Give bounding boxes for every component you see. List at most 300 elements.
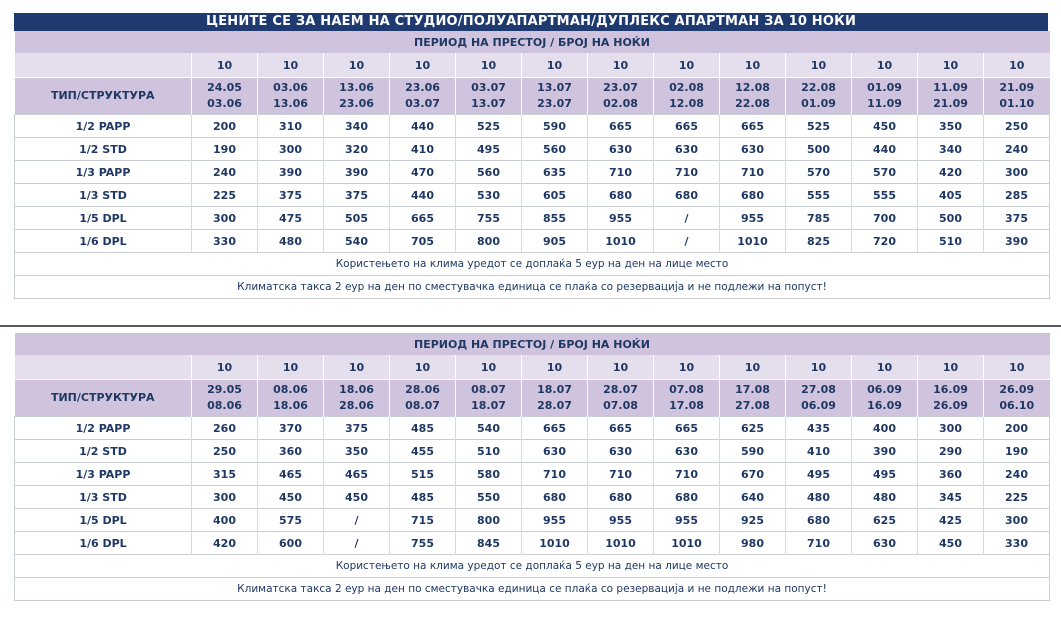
period-to: 01.10 — [999, 97, 1035, 110]
period-from: 03.06 — [273, 81, 308, 94]
price-cell: 665 — [588, 417, 654, 440]
price-cell: 925 — [720, 509, 786, 532]
price-cell: 390 — [258, 161, 324, 184]
period-dates-cell — [720, 78, 786, 115]
period-from: 23.07 — [603, 81, 638, 94]
table-row — [15, 463, 1050, 486]
price-cell: 410 — [786, 440, 852, 463]
price-cell: 560 — [456, 161, 522, 184]
period-from: 18.07 — [537, 383, 572, 396]
period-dates-cell — [324, 78, 390, 115]
nights-label-cell — [15, 53, 192, 78]
table-row — [15, 440, 1050, 463]
table-row — [15, 532, 1050, 555]
period-to: 07.08 — [603, 399, 638, 412]
price-cell: 510 — [918, 230, 984, 253]
period-dates-cell — [588, 78, 654, 115]
period-to: 23.06 — [339, 97, 374, 110]
price-cell: 525 — [786, 115, 852, 138]
period-dates-cell — [324, 380, 390, 417]
type-structure-header: ТИП/СТРУКТУРА — [15, 78, 192, 115]
period-from: 06.09 — [867, 383, 902, 396]
room-type-cell: 1/2 PAPP — [15, 417, 192, 440]
room-type-cell: 1/2 STD — [15, 440, 192, 463]
nights-cell: 10 — [324, 355, 390, 380]
price-cell: 630 — [588, 138, 654, 161]
period-from: 28.06 — [405, 383, 440, 396]
price-cell: 450 — [258, 486, 324, 509]
price-cell: 310 — [258, 115, 324, 138]
period-from: 11.09 — [933, 81, 968, 94]
period-to: 13.07 — [471, 97, 506, 110]
nights-cell: 10 — [786, 355, 852, 380]
nights-row — [15, 355, 1050, 380]
period-dates-cell — [390, 78, 456, 115]
price-cell: 440 — [390, 184, 456, 207]
price-cell: 1010 — [720, 230, 786, 253]
price-cell: 625 — [852, 509, 918, 532]
price-cell: 510 — [456, 440, 522, 463]
period-to: 21.09 — [933, 97, 968, 110]
price-cell: 700 — [852, 207, 918, 230]
page-title: ЦЕНИТЕ СЕ ЗА НАЕМ НА СТУДИО/ПОЛУАПАРТМАН/ДУПЛЕКС АПАРТМАН ЗА 10 НОЌИ — [14, 13, 1048, 31]
nights-cell: 10 — [258, 53, 324, 78]
price-cell: 560 — [522, 138, 588, 161]
nights-label-cell — [15, 355, 192, 380]
nights-cell: 10 — [654, 53, 720, 78]
price-cell: 665 — [654, 115, 720, 138]
nights-cell: 10 — [456, 355, 522, 380]
price-cell: 755 — [456, 207, 522, 230]
price-cell: 755 — [390, 532, 456, 555]
price-cell: 465 — [258, 463, 324, 486]
note-text: Климатска такса 2 еур на ден по сместувачка единица се плаќа со резервација и не подлежи на попуст! — [15, 276, 1050, 299]
price-cell: 550 — [456, 486, 522, 509]
price-cell: 665 — [720, 115, 786, 138]
price-cell: 485 — [390, 486, 456, 509]
nights-cell: 10 — [918, 355, 984, 380]
table-row — [15, 138, 1050, 161]
nights-cell: 10 — [852, 53, 918, 78]
price-cell: 525 — [456, 115, 522, 138]
period-from: 22.08 — [801, 81, 836, 94]
price-cell: 825 — [786, 230, 852, 253]
price-cell: 800 — [456, 230, 522, 253]
note-row — [15, 555, 1050, 578]
price-cell: 440 — [852, 138, 918, 161]
price-cell: 705 — [390, 230, 456, 253]
period-to: 27.08 — [735, 399, 770, 412]
price-cell: 455 — [390, 440, 456, 463]
period-to: 26.09 — [933, 399, 968, 412]
period-from: 13.06 — [339, 81, 374, 94]
period-from: 18.06 — [339, 383, 374, 396]
price-cell: 440 — [390, 115, 456, 138]
price-cell: 555 — [852, 184, 918, 207]
price-cell: 710 — [654, 463, 720, 486]
period-to: 06.10 — [999, 399, 1035, 412]
period-to: 12.08 — [669, 97, 704, 110]
table-row — [15, 184, 1050, 207]
price-cell: 500 — [786, 138, 852, 161]
nights-cell: 10 — [786, 53, 852, 78]
nights-cell: 10 — [588, 355, 654, 380]
price-cell: 955 — [654, 509, 720, 532]
price-cell: 480 — [258, 230, 324, 253]
price-cell: 240 — [192, 161, 258, 184]
price-cell: 390 — [852, 440, 918, 463]
price-table-2 — [14, 333, 1050, 601]
price-cell: 630 — [852, 532, 918, 555]
period-to: 13.06 — [273, 97, 308, 110]
price-cell: 330 — [984, 532, 1050, 555]
period-to: 18.06 — [273, 399, 308, 412]
table-row — [15, 417, 1050, 440]
price-cell: 330 — [192, 230, 258, 253]
price-cell: 375 — [324, 184, 390, 207]
note-text: Климатска такса 2 еур на ден по сместувачка единица се плаќа со резервација и не подлежи на попуст! — [15, 578, 1050, 601]
price-cell: 340 — [324, 115, 390, 138]
price-cell: 570 — [786, 161, 852, 184]
price-cell: 250 — [192, 440, 258, 463]
room-type-cell: 1/5 DPL — [15, 207, 192, 230]
price-cell: 710 — [588, 463, 654, 486]
period-from: 08.07 — [471, 383, 506, 396]
price-cell: 505 — [324, 207, 390, 230]
price-cell: 980 — [720, 532, 786, 555]
period-from: 16.09 — [933, 383, 968, 396]
price-cell: 450 — [852, 115, 918, 138]
table-row — [15, 486, 1050, 509]
price-cell: 955 — [720, 207, 786, 230]
period-dates-cell — [192, 78, 258, 115]
period-from: 26.09 — [999, 383, 1035, 396]
price-cell: 400 — [192, 509, 258, 532]
price-cell: 710 — [654, 161, 720, 184]
period-to: 06.09 — [801, 399, 836, 412]
price-cell: 955 — [588, 509, 654, 532]
price-cell: 680 — [786, 509, 852, 532]
nights-cell: 10 — [720, 355, 786, 380]
period-dates-cell — [654, 78, 720, 115]
period-dates-cell — [918, 78, 984, 115]
price-cell: 540 — [456, 417, 522, 440]
room-type-cell: 1/3 STD — [15, 184, 192, 207]
price-cell: 665 — [654, 417, 720, 440]
period-to: 02.08 — [603, 97, 638, 110]
period-dates-cell — [984, 380, 1050, 417]
price-cell: 715 — [390, 509, 456, 532]
price-cell: 540 — [324, 230, 390, 253]
price-cell: 370 — [258, 417, 324, 440]
price-cell: 600 — [258, 532, 324, 555]
price-cell: 485 — [390, 417, 456, 440]
price-cell: 680 — [654, 184, 720, 207]
price-cell: 670 — [720, 463, 786, 486]
price-cell: 340 — [918, 138, 984, 161]
price-cell: / — [324, 532, 390, 555]
price-cell: 955 — [588, 207, 654, 230]
period-dates-cell — [984, 78, 1050, 115]
table-row — [15, 161, 1050, 184]
price-cell: 300 — [984, 161, 1050, 184]
period-header-row — [15, 31, 1050, 53]
price-cell: 495 — [456, 138, 522, 161]
period-dates-cell — [456, 78, 522, 115]
note-text: Користењето на клима уредот се доплаќа 5 еур на ден на лице место — [15, 555, 1050, 578]
nights-cell: 10 — [456, 53, 522, 78]
period-dates-cell — [852, 78, 918, 115]
price-cell: 680 — [588, 486, 654, 509]
price-cell: 300 — [258, 138, 324, 161]
price-cell: 905 — [522, 230, 588, 253]
period-header-row — [15, 333, 1050, 355]
price-cell: 240 — [984, 138, 1050, 161]
price-cell: 315 — [192, 463, 258, 486]
period-from: 17.08 — [735, 383, 770, 396]
price-cell: 225 — [984, 486, 1050, 509]
period-from: 28.07 — [603, 383, 638, 396]
period-header: ПЕРИОД НА ПРЕСТОЈ / БРОЈ НА НОЌИ — [15, 31, 1050, 53]
period-dates-cell — [654, 380, 720, 417]
section-divider — [0, 325, 1061, 327]
price-cell: 320 — [324, 138, 390, 161]
period-to: 23.07 — [537, 97, 572, 110]
price-cell: 420 — [918, 161, 984, 184]
period-from: 03.07 — [471, 81, 506, 94]
period-from: 23.06 — [405, 81, 440, 94]
price-cell: 710 — [522, 463, 588, 486]
price-cell: 190 — [192, 138, 258, 161]
price-cell: 300 — [192, 207, 258, 230]
table-row — [15, 207, 1050, 230]
price-cell: 590 — [522, 115, 588, 138]
nights-cell: 10 — [852, 355, 918, 380]
price-cell: 515 — [390, 463, 456, 486]
price-cell: 800 — [456, 509, 522, 532]
period-to: 28.07 — [537, 399, 572, 412]
price-cell: 390 — [984, 230, 1050, 253]
price-cell: 435 — [786, 417, 852, 440]
nights-cell: 10 — [192, 53, 258, 78]
price-cell: 680 — [720, 184, 786, 207]
price-cell: 710 — [720, 161, 786, 184]
price-cell: 225 — [192, 184, 258, 207]
price-cell: 845 — [456, 532, 522, 555]
period-to: 17.08 — [669, 399, 704, 412]
period-from: 13.07 — [537, 81, 572, 94]
period-dates-cell — [918, 380, 984, 417]
price-cell: 530 — [456, 184, 522, 207]
price-cell: 300 — [984, 509, 1050, 532]
note-row — [15, 276, 1050, 299]
price-cell: 450 — [324, 486, 390, 509]
price-cell: 300 — [918, 417, 984, 440]
table-row — [15, 509, 1050, 532]
nights-cell: 10 — [390, 355, 456, 380]
price-cell: 390 — [324, 161, 390, 184]
price-cell: 575 — [258, 509, 324, 532]
price-cell: 665 — [390, 207, 456, 230]
price-cell: 590 — [720, 440, 786, 463]
period-dates-cell — [786, 78, 852, 115]
period-from: 01.09 — [867, 81, 902, 94]
nights-cell: 10 — [390, 53, 456, 78]
room-type-cell: 1/6 DPL — [15, 532, 192, 555]
period-header: ПЕРИОД НА ПРЕСТОЈ / БРОЈ НА НОЌИ — [15, 333, 1050, 355]
period-to: 11.09 — [867, 97, 902, 110]
price-cell: 200 — [984, 417, 1050, 440]
price-cell: 405 — [918, 184, 984, 207]
period-dates-row — [15, 380, 1050, 417]
room-type-cell: 1/3 PAPP — [15, 161, 192, 184]
period-dates-cell — [852, 380, 918, 417]
price-cell: 375 — [984, 207, 1050, 230]
table-row — [15, 230, 1050, 253]
price-cell: 580 — [456, 463, 522, 486]
price-cell: 450 — [918, 532, 984, 555]
period-dates-cell — [390, 380, 456, 417]
price-cell: 200 — [192, 115, 258, 138]
period-to: 03.07 — [405, 97, 440, 110]
price-cell: 625 — [720, 417, 786, 440]
price-cell: 855 — [522, 207, 588, 230]
period-to: 08.06 — [207, 399, 242, 412]
nights-cell: 10 — [720, 53, 786, 78]
nights-cell: 10 — [918, 53, 984, 78]
price-cell: 720 — [852, 230, 918, 253]
price-cell: 710 — [588, 161, 654, 184]
price-cell: 630 — [720, 138, 786, 161]
period-to: 03.06 — [207, 97, 242, 110]
note-row — [15, 578, 1050, 601]
nights-cell: 10 — [984, 355, 1050, 380]
price-cell: 710 — [786, 532, 852, 555]
period-from: 02.08 — [669, 81, 704, 94]
period-dates-cell — [192, 380, 258, 417]
room-type-cell: 1/6 DPL — [15, 230, 192, 253]
room-type-cell: 1/2 PAPP — [15, 115, 192, 138]
price-cell: 555 — [786, 184, 852, 207]
period-dates-cell — [258, 78, 324, 115]
price-cell: 465 — [324, 463, 390, 486]
price-cell: 375 — [324, 417, 390, 440]
price-cell: 300 — [192, 486, 258, 509]
nights-cell: 10 — [984, 53, 1050, 78]
table-row — [15, 115, 1050, 138]
price-table-1 — [14, 31, 1050, 299]
nights-cell: 10 — [522, 53, 588, 78]
price-cell: 1010 — [654, 532, 720, 555]
period-to: 22.08 — [735, 97, 770, 110]
price-cell: 240 — [984, 463, 1050, 486]
price-cell: 350 — [918, 115, 984, 138]
price-cell: 480 — [786, 486, 852, 509]
period-dates-cell — [522, 78, 588, 115]
price-cell: 495 — [786, 463, 852, 486]
price-cell: 635 — [522, 161, 588, 184]
price-cell: 665 — [522, 417, 588, 440]
price-cell: 495 — [852, 463, 918, 486]
price-cell: 570 — [852, 161, 918, 184]
price-cell: 375 — [258, 184, 324, 207]
price-cell: 360 — [918, 463, 984, 486]
price-cell: 400 — [852, 417, 918, 440]
nights-row — [15, 53, 1050, 78]
price-cell: 360 — [258, 440, 324, 463]
price-cell: 630 — [654, 138, 720, 161]
period-to: 28.06 — [339, 399, 374, 412]
price-cell: 410 — [390, 138, 456, 161]
nights-cell: 10 — [654, 355, 720, 380]
price-cell: / — [324, 509, 390, 532]
price-cell: 345 — [918, 486, 984, 509]
period-dates-row — [15, 78, 1050, 115]
price-cell: / — [654, 230, 720, 253]
price-cell: 290 — [918, 440, 984, 463]
note-row — [15, 253, 1050, 276]
period-from: 07.08 — [669, 383, 704, 396]
nights-cell: 10 — [522, 355, 588, 380]
room-type-cell: 1/5 DPL — [15, 509, 192, 532]
period-dates-cell — [720, 380, 786, 417]
price-cell: 260 — [192, 417, 258, 440]
price-cell: 680 — [522, 486, 588, 509]
price-cell: 470 — [390, 161, 456, 184]
period-dates-cell — [786, 380, 852, 417]
price-cell: 630 — [654, 440, 720, 463]
period-dates-cell — [588, 380, 654, 417]
nights-cell: 10 — [192, 355, 258, 380]
note-text: Користењето на клима уредот се доплаќа 5 еур на ден на лице место — [15, 253, 1050, 276]
period-from: 12.08 — [735, 81, 770, 94]
price-cell: 425 — [918, 509, 984, 532]
price-cell: 1010 — [522, 532, 588, 555]
period-to: 01.09 — [801, 97, 836, 110]
room-type-cell: 1/3 STD — [15, 486, 192, 509]
price-cell: 1010 — [588, 532, 654, 555]
price-cell: 475 — [258, 207, 324, 230]
period-from: 08.06 — [273, 383, 308, 396]
nights-cell: 10 — [324, 53, 390, 78]
price-cell: / — [654, 207, 720, 230]
room-type-cell: 1/2 STD — [15, 138, 192, 161]
period-dates-cell — [258, 380, 324, 417]
price-cell: 680 — [588, 184, 654, 207]
room-type-cell: 1/3 PAPP — [15, 463, 192, 486]
period-to: 16.09 — [867, 399, 902, 412]
nights-cell: 10 — [588, 53, 654, 78]
period-dates-cell — [522, 380, 588, 417]
price-cell: 785 — [786, 207, 852, 230]
period-from: 29.05 — [207, 383, 242, 396]
price-cell: 640 — [720, 486, 786, 509]
period-from: 27.08 — [801, 383, 836, 396]
price-cell: 420 — [192, 532, 258, 555]
period-dates-cell — [456, 380, 522, 417]
price-cell: 605 — [522, 184, 588, 207]
price-cell: 1010 — [588, 230, 654, 253]
price-cell: 665 — [588, 115, 654, 138]
nights-cell: 10 — [258, 355, 324, 380]
price-cell: 630 — [588, 440, 654, 463]
price-cell: 350 — [324, 440, 390, 463]
price-cell: 680 — [654, 486, 720, 509]
price-cell: 480 — [852, 486, 918, 509]
period-from: 21.09 — [999, 81, 1035, 94]
price-cell: 955 — [522, 509, 588, 532]
price-cell: 190 — [984, 440, 1050, 463]
